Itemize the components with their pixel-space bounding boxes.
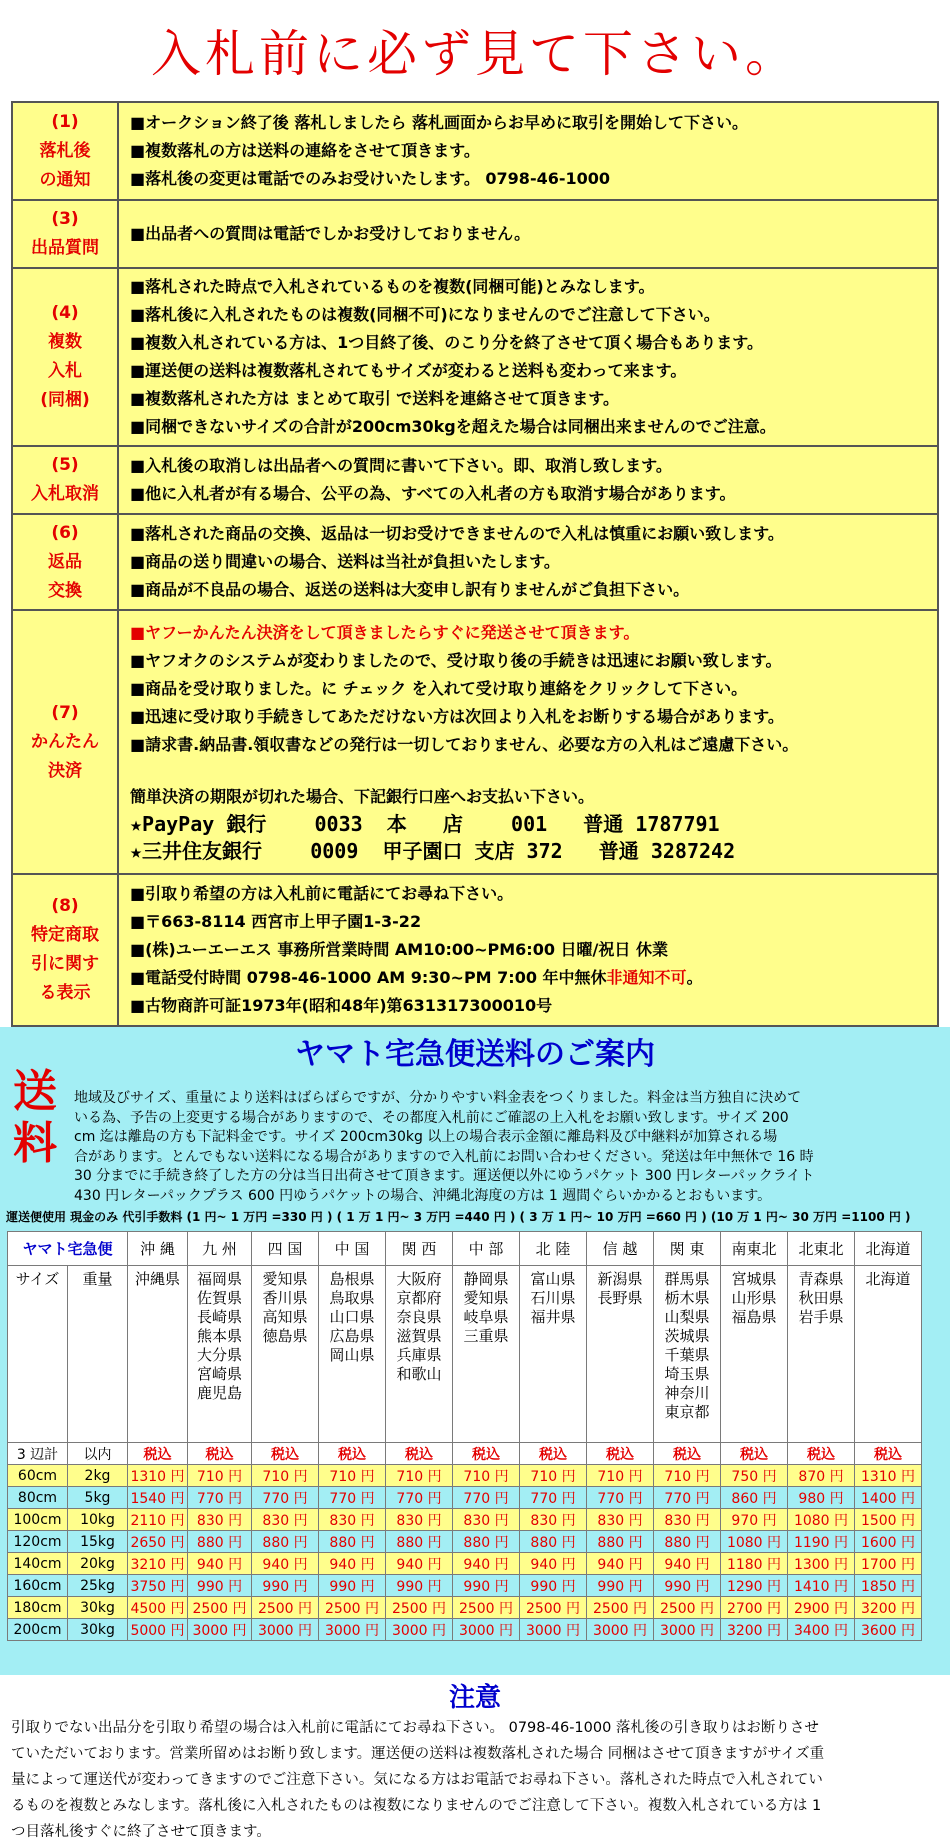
size-header: サイズ: [8, 1266, 68, 1443]
prefecture-list: 富山県 石川県 福井県: [520, 1266, 587, 1443]
price-cell: 770 円: [654, 1487, 721, 1509]
notice-line: ■落札後に入札されたものは複数(同梱不可)になりませんのでご注意して下さい。: [130, 305, 720, 324]
price-cell: 2110 円: [128, 1509, 188, 1531]
price-cell: 880 円: [252, 1531, 319, 1553]
notice-body: [118, 268, 938, 446]
tax-included-label: 税込: [386, 1443, 453, 1465]
shipping-description: [74, 1089, 944, 1206]
price-cell: 2500 円: [386, 1597, 453, 1619]
notice-label: [12, 102, 118, 200]
price-cell: 2500 円: [654, 1597, 721, 1619]
price-cell: 770 円: [520, 1487, 587, 1509]
page-title: 入札前に必ず見て下さい。: [151, 25, 799, 83]
price-cell: 710 円: [386, 1465, 453, 1487]
price-cell: 880 円: [654, 1531, 721, 1553]
notice-line: ■他に入札者が有る場合、公平の為、すべての入札者の方も取消す場合があります。: [130, 484, 736, 503]
bank-account: ★三井住友銀行 0009 甲子園口 支店 372 普通 3287242: [130, 839, 736, 863]
price-cell: 940 円: [654, 1553, 721, 1575]
notice-line: ■請求書.納品書.領収書などの発行は一切しておりません、必要な方の入札はご遠慮下さい。: [130, 735, 799, 754]
notice-body: [118, 200, 938, 268]
price-cell: 770 円: [587, 1487, 654, 1509]
price-cell: 1850 円: [855, 1575, 922, 1597]
shipping-section: [0, 1027, 950, 1675]
price-cell: 1080 円: [721, 1531, 788, 1553]
price-cell: 710 円: [453, 1465, 520, 1487]
label-text: (6) 返品 交換: [48, 522, 82, 601]
price-cell: 2500 円: [252, 1597, 319, 1619]
price-cell: 3210 円: [128, 1553, 188, 1575]
prefecture-list: 群馬県 栃木県 山梨県 茨城県 千葉県 埼玉県 神奈川 東京都: [654, 1266, 721, 1443]
notice-line: ■複数入札されている方は、1つ目終了後、のこり分を終了させて頂く場合もあります。: [130, 333, 763, 352]
bank-account: ★PayPay 銀行 0033 本 店 001 普通 1787791: [130, 812, 720, 836]
notice-label: [12, 268, 118, 446]
price-cell: 710 円: [654, 1465, 721, 1487]
price-cell: 1540 円: [128, 1487, 188, 1509]
price-cell: 940 円: [587, 1553, 654, 1575]
price-cell: 830 円: [188, 1509, 252, 1531]
tax-included-label: 税込: [453, 1443, 520, 1465]
price-cell: 710 円: [520, 1465, 587, 1487]
weight-cell: 30kg: [68, 1597, 128, 1619]
notice-line: ■入札後の取消しは出品者への質問に書いて下さい。即、取消し致します。: [130, 456, 672, 475]
price-cell: 1410 円: [788, 1575, 855, 1597]
label-text: (4) 複数 入札 (同梱): [40, 303, 90, 410]
price-cell: 3000 円: [319, 1619, 386, 1641]
price-cell: 750 円: [721, 1465, 788, 1487]
price-cell: 3000 円: [587, 1619, 654, 1641]
caution-section: [0, 1675, 950, 1840]
notice-table: [11, 101, 939, 1027]
price-cell: 940 円: [319, 1553, 386, 1575]
notice-label: [12, 446, 118, 514]
description-line: 30 分までに手続き終了した方の分は当日出荷させて頂きます。運送便以外にゆうパケット 300 円レターパックライト: [74, 1168, 815, 1184]
region-header: 中 部: [453, 1232, 520, 1266]
rate-row: [8, 1465, 922, 1487]
price-cell: 980 円: [788, 1487, 855, 1509]
label-text: (7) かんたん 決済: [31, 702, 99, 781]
notice-line: ■(株)ユーエーエス 事務所営業時間 AM10:00~PM6:00 日曜/祝日 休業: [130, 940, 668, 959]
price-cell: 990 円: [587, 1575, 654, 1597]
tax-included-label: 税込: [319, 1443, 386, 1465]
price-cell: 3000 円: [520, 1619, 587, 1641]
price-cell: 880 円: [520, 1531, 587, 1553]
region-header: 九 州: [188, 1232, 252, 1266]
region-header: 北海道: [855, 1232, 922, 1266]
price-cell: 1310 円: [855, 1465, 922, 1487]
price-cell: 710 円: [587, 1465, 654, 1487]
price-cell: 990 円: [386, 1575, 453, 1597]
region-header: 中 国: [319, 1232, 386, 1266]
prefecture-list: 福岡県 佐賀県 長崎県 熊本県 大分県 宮崎県 鹿児島: [188, 1266, 252, 1443]
price-cell: 4500 円: [128, 1597, 188, 1619]
description-line: cm 迄は離島の方も下記料金です。サイズ 200cm30kg 以上の場合表示金額に離島料及び中継料が加算される場: [74, 1129, 778, 1145]
price-cell: 1180 円: [721, 1553, 788, 1575]
rate-row: [8, 1487, 922, 1509]
size-cell: 60cm: [8, 1465, 68, 1487]
price-cell: 1290 円: [721, 1575, 788, 1597]
notice-body: [118, 610, 938, 874]
size-cell: 180cm: [8, 1597, 68, 1619]
prefecture-list: 島根県 鳥取県 山口県 広島県 岡山県: [319, 1266, 386, 1443]
no-caller-id-warning: 非通知不可: [606, 968, 687, 987]
shipping-big-char: 料: [13, 1118, 57, 1169]
price-cell: 1190 円: [788, 1531, 855, 1553]
description-line: 合があります。とんでもない送料になる場合がありますので入札前にお問い合わせください。発送は年中無休で 16 時: [74, 1148, 814, 1165]
price-cell: 3600 円: [855, 1619, 922, 1641]
price-cell: 3200 円: [855, 1597, 922, 1619]
caution-body: [11, 1715, 941, 1845]
weight-cell: 15kg: [68, 1531, 128, 1553]
rate-row: [8, 1575, 922, 1597]
phone-hours-line: [130, 964, 937, 992]
notice-line: ■商品が不良品の場合、返送の送料は大変申し訳有りませんがご負担下さい。: [130, 580, 690, 599]
price-cell: 3000 円: [654, 1619, 721, 1641]
region-header: 四 国: [252, 1232, 319, 1266]
prefecture-list: 沖縄県: [128, 1266, 188, 1443]
price-cell: 3000 円: [252, 1619, 319, 1641]
description-line: 地域及びサイズ、重量により送料はばらばらですが、分かりやすい料金表をつくりました。料金は当方独自に決めて: [74, 1090, 802, 1106]
price-cell: 770 円: [319, 1487, 386, 1509]
region-header: 沖 縄: [128, 1232, 188, 1266]
price-cell: 990 円: [453, 1575, 520, 1597]
size-cell: 200cm: [8, 1619, 68, 1641]
price-cell: 2500 円: [520, 1597, 587, 1619]
notice-label: [12, 514, 118, 610]
price-cell: 940 円: [252, 1553, 319, 1575]
price-cell: 3750 円: [128, 1575, 188, 1597]
price-cell: 2700 円: [721, 1597, 788, 1619]
label-text: (8) 特定商取 引に関す る表示: [31, 896, 99, 1003]
shipping-title: ヤマト宅急便送料のご案内: [295, 1037, 655, 1072]
rate-row: [8, 1531, 922, 1553]
price-cell: 1400 円: [855, 1487, 922, 1509]
notice-line: ■〒663-8114 西宮市上甲子園1-3-22: [130, 912, 422, 931]
price-cell: 770 円: [252, 1487, 319, 1509]
prefecture-list: 新潟県 長野県: [587, 1266, 654, 1443]
label-text: (1) 落札後 の通知: [39, 111, 91, 190]
shipping-big-char: 送: [13, 1066, 57, 1117]
price-cell: 990 円: [520, 1575, 587, 1597]
notice-line: ■複数落札された方は まとめて取引 で送料を連絡させて頂きます。: [130, 389, 619, 408]
region-header: 北 陸: [520, 1232, 587, 1266]
price-cell: 5000 円: [128, 1619, 188, 1641]
caution-line: つ目落札後すぐに終了させて頂きます。: [11, 1824, 271, 1840]
price-cell: 770 円: [188, 1487, 252, 1509]
region-header: 信 越: [587, 1232, 654, 1266]
notice-line-highlight: ■ヤフーかんたん決済をして頂きましたらすぐに発送させて頂きます。: [130, 623, 640, 642]
notice-body: [118, 446, 938, 514]
caution-line: 引取りでない出品分を引取り希望の場合は入札前に電話にてお尋ね下さい。 0798-46-1000 落札後の引き取りはお断りさせ: [11, 1720, 819, 1736]
price-cell: 970 円: [721, 1509, 788, 1531]
price-cell: 870 円: [788, 1465, 855, 1487]
price-cell: 990 円: [319, 1575, 386, 1597]
weight-cell: 25kg: [68, 1575, 128, 1597]
notice-line: ■古物商許可証1973年(昭和48年)第631317300010号: [130, 996, 553, 1015]
notice-line: ■ヤフオクのシステムが変わりましたので、受け取り後の手続きは迅速にお願い致します。: [130, 651, 782, 670]
size-cell: 160cm: [8, 1575, 68, 1597]
price-cell: 2900 円: [788, 1597, 855, 1619]
price-cell: 880 円: [386, 1531, 453, 1553]
phone-hours-text: ■電話受付時間 0798-46-1000 AM 9:30~PM 7:00 年中無休: [130, 968, 607, 987]
tax-included-label: 税込: [721, 1443, 788, 1465]
notice-line: ■複数落札の方は送料の連絡をさせて頂きます。: [130, 141, 480, 160]
caution-line: 量によって運送代が変わってきますのでご注意下さい。気になる方はお電話でお尋ね下さい。落札された時点で入札されてい: [11, 1772, 823, 1788]
price-cell: 830 円: [386, 1509, 453, 1531]
weight-cell: 20kg: [68, 1553, 128, 1575]
region-header: 南東北: [721, 1232, 788, 1266]
price-cell: 990 円: [654, 1575, 721, 1597]
prefecture-list: 北海道: [855, 1266, 922, 1443]
rate-row: [8, 1509, 922, 1531]
weight-cell: 2kg: [68, 1465, 128, 1487]
weight-header: 重量: [68, 1266, 128, 1443]
notice-body: [118, 102, 938, 200]
caution-line: るものを複数とみなします。落札後に入札されたものは複数になりませんのでご注意して下さい。複数入札されている方は 1: [11, 1798, 822, 1814]
notice-line: ■オークション終了後 落札しましたら 落札画面からお早めに取引を開始して下さい。: [130, 113, 748, 132]
notice-body: [118, 874, 938, 1026]
price-cell: 830 円: [520, 1509, 587, 1531]
notice-label: [12, 874, 118, 1026]
region-header: 関 西: [386, 1232, 453, 1266]
size-cell: 100cm: [8, 1509, 68, 1531]
tax-included-label: 税込: [788, 1443, 855, 1465]
prefecture-list: 静岡県 愛知県 岐阜県 三重県: [453, 1266, 520, 1443]
notice-line: ■出品者への質問は電話でしかお受けしておりません。: [130, 224, 531, 243]
notice-line: ■迅速に受け取り手続きしてあただけない方は次回より入札をお断りする場合があります。: [130, 707, 784, 726]
price-cell: 3000 円: [188, 1619, 252, 1641]
price-cell: 830 円: [587, 1509, 654, 1531]
price-cell: 2500 円: [188, 1597, 252, 1619]
price-cell: 2650 円: [128, 1531, 188, 1553]
rate-row: [8, 1553, 922, 1575]
price-cell: 940 円: [520, 1553, 587, 1575]
notice-line: ■商品の送り間違いの場合、送料は当社が負担いたします。: [130, 552, 560, 571]
rate-row: [8, 1597, 922, 1619]
description-line: 430 円レターパックプラス 600 円ゆうパケットの場合、沖縄北海度の方は 1 週間ぐらいかかるとおもいます。: [74, 1187, 772, 1204]
notice-line: ■商品を受け取りました。に チェック を入れて受け取り連絡をクリックして下さい。: [130, 679, 748, 698]
cod-fee-note: 運送便使用 現金のみ 代引手数料 (1 円~ 1 万円 =330 円 ) ( 1 万 1 円~ 3 万円 =440 円 ) ( 3 万 1 円~ 10 万円 =660 円 ) (10 万 1 円~ 30 万円 =1100 円 ): [6, 1210, 911, 1224]
description-line: いる為、予告の上変更する場合がありますので、その都度入札前にご確認の上入札をお願い致します。サイズ 200: [74, 1109, 789, 1126]
notice-line: ■同梱できないサイズの合計が200cm30kgを超えた場合は同梱出来ませんのでご注意。: [130, 417, 776, 436]
notice-line: ■落札された商品の交換、返品は一切お受けできませんので入札は慎重にお願い致します。: [130, 524, 784, 543]
caution-title: 注意: [448, 1683, 501, 1713]
price-cell: 830 円: [453, 1509, 520, 1531]
price-cell: 1080 円: [788, 1509, 855, 1531]
price-cell: 2500 円: [587, 1597, 654, 1619]
notice-line: ■落札後の変更は電話でのみお受けいたします。 0798-46-1000: [130, 169, 611, 188]
sum-of-sides-label: 3 辺計: [8, 1443, 68, 1465]
price-cell: 770 円: [386, 1487, 453, 1509]
prefecture-list: 宮城県 山形県 福島県: [721, 1266, 788, 1443]
price-cell: 710 円: [319, 1465, 386, 1487]
region-header: 北東北: [788, 1232, 855, 1266]
size-cell: 120cm: [8, 1531, 68, 1553]
price-cell: 830 円: [252, 1509, 319, 1531]
price-cell: 880 円: [587, 1531, 654, 1553]
tax-included-label: 税込: [128, 1443, 188, 1465]
tax-included-label: 税込: [587, 1443, 654, 1465]
price-cell: 710 円: [252, 1465, 319, 1487]
price-cell: 1700 円: [855, 1553, 922, 1575]
notice-line: ■運送便の送料は複数落札されてもサイズが変わると送料も変わって来ます。: [130, 361, 687, 380]
price-cell: 880 円: [188, 1531, 252, 1553]
price-cell: 2500 円: [319, 1597, 386, 1619]
price-cell: 1300 円: [788, 1553, 855, 1575]
price-cell: 3400 円: [788, 1619, 855, 1641]
price-cell: 860 円: [721, 1487, 788, 1509]
label-text: (3) 出品質問: [31, 209, 99, 258]
notice-label: [12, 610, 118, 874]
price-cell: 710 円: [188, 1465, 252, 1487]
price-cell: 830 円: [654, 1509, 721, 1531]
tax-included-label: 税込: [520, 1443, 587, 1465]
price-cell: 770 円: [453, 1487, 520, 1509]
price-cell: 1500 円: [855, 1509, 922, 1531]
price-cell: 1310 円: [128, 1465, 188, 1487]
tax-included-label: 税込: [188, 1443, 252, 1465]
tax-included-label: 税込: [252, 1443, 319, 1465]
price-cell: 3200 円: [721, 1619, 788, 1641]
price-cell: 990 円: [188, 1575, 252, 1597]
notice-body: [118, 514, 938, 610]
rate-row: [8, 1619, 922, 1641]
size-cell: 80cm: [8, 1487, 68, 1509]
weight-cell: 5kg: [68, 1487, 128, 1509]
price-cell: 990 円: [252, 1575, 319, 1597]
price-cell: 880 円: [319, 1531, 386, 1553]
notice-line: ■引取り希望の方は入札前に電話にてお尋ね下さい。: [130, 884, 514, 903]
bank-intro: 簡単決済の期限が切れた場合、下記銀行口座へお支払い下さい。: [130, 787, 595, 806]
prefecture-list: 愛知県 香川県 高知県 徳島県: [252, 1266, 319, 1443]
price-cell: 3000 円: [453, 1619, 520, 1641]
tax-included-label: 税込: [654, 1443, 721, 1465]
weight-cell: 30kg: [68, 1619, 128, 1641]
price-cell: 1600 円: [855, 1531, 922, 1553]
tax-included-label: 税込: [855, 1443, 922, 1465]
notice-line: ■落札された時点で入札されているものを複数(同梱可能)とみなします。: [130, 277, 655, 296]
caution-line: ていただいております。営業所留めはお断り致します。運送便の送料は複数落札された場合 同梱はさせて頂きますがサイズ重: [11, 1746, 825, 1762]
price-cell: 940 円: [453, 1553, 520, 1575]
notice-label: [12, 200, 118, 268]
carrier-name: ヤマト宅急便: [8, 1232, 128, 1266]
price-cell: 940 円: [188, 1553, 252, 1575]
price-cell: 880 円: [453, 1531, 520, 1553]
price-cell: 3000 円: [386, 1619, 453, 1641]
prefecture-list: 青森県 秋田県 岩手県: [788, 1266, 855, 1443]
price-cell: 2500 円: [453, 1597, 520, 1619]
label-text: (5) 入札取消: [31, 455, 99, 504]
weight-cell: 10kg: [68, 1509, 128, 1531]
shipping-rate-table: [7, 1231, 922, 1641]
region-header: 関 東: [654, 1232, 721, 1266]
price-cell: 940 円: [386, 1553, 453, 1575]
size-cell: 140cm: [8, 1553, 68, 1575]
phone-hours-suffix: 。: [686, 968, 703, 987]
prefecture-list: 大阪府 京都府 奈良県 滋賀県 兵庫県 和歌山: [386, 1266, 453, 1443]
price-cell: 830 円: [319, 1509, 386, 1531]
within-label: 以内: [68, 1443, 128, 1465]
